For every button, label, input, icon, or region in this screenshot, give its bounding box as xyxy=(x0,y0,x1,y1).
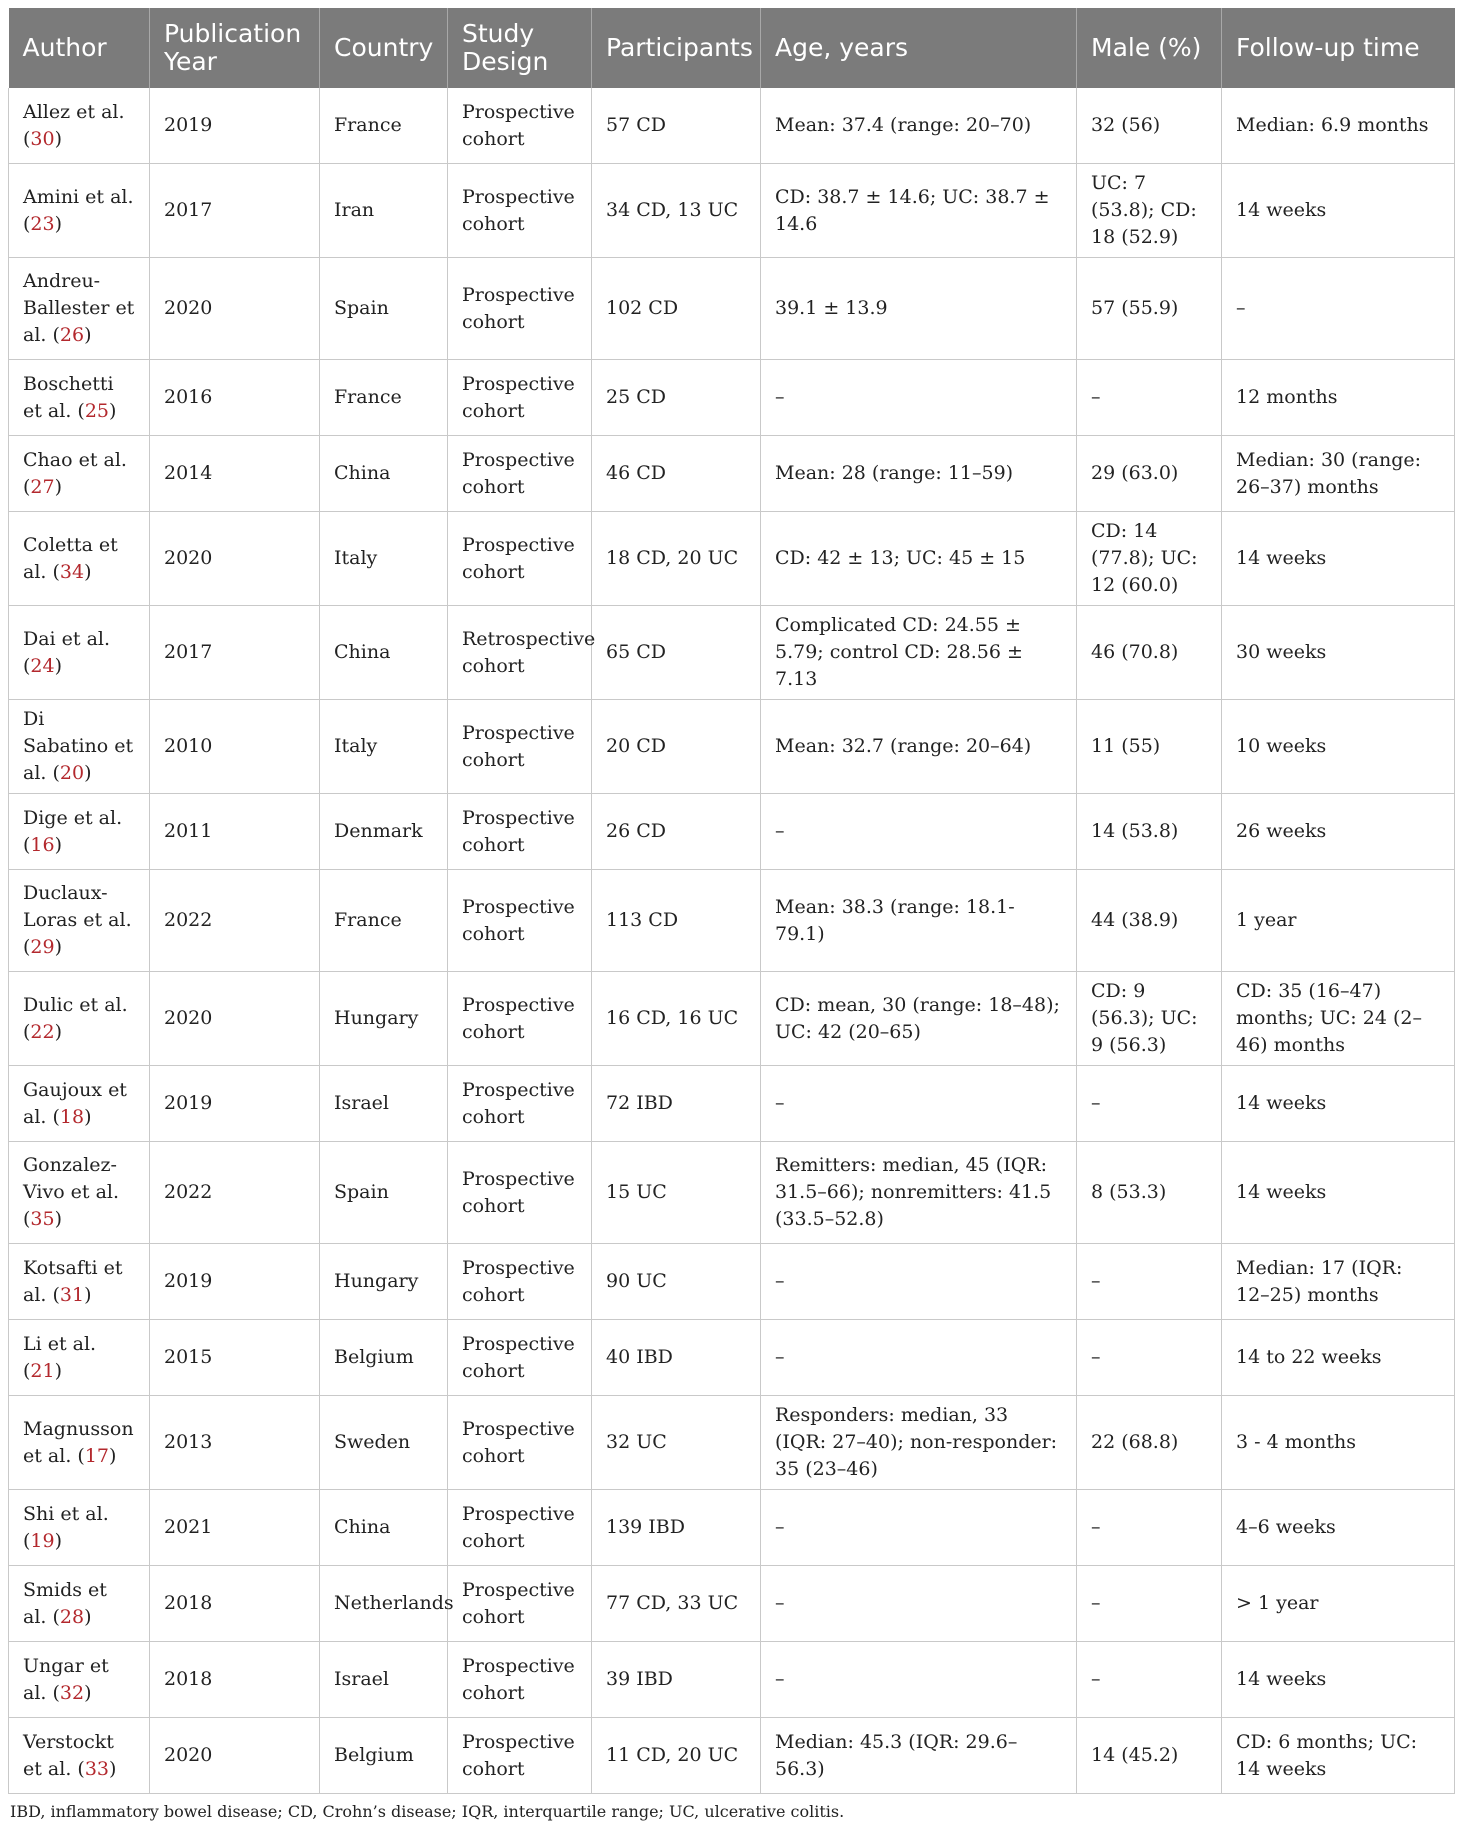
table-row xyxy=(9,436,1455,512)
table-container xyxy=(8,8,1454,1821)
cell-followup: CD: 6 months; UC: 14 weeks xyxy=(1222,1718,1455,1794)
cell-age: 39.1 ± 13.9 xyxy=(761,258,1077,360)
cell-followup: 30 weeks xyxy=(1222,606,1455,700)
cell-participants: 11 CD, 20 UC xyxy=(592,1718,761,1794)
cell-male: CD: 9 (56.3); UC: 9 (56.3) xyxy=(1077,972,1222,1066)
cell-followup: 12 months xyxy=(1222,360,1455,436)
cell-design: Prospective cohort xyxy=(448,1642,592,1718)
cell-followup: 14 to 22 weeks xyxy=(1222,1320,1455,1396)
cell-male: – xyxy=(1077,1244,1222,1320)
cell-year: 2020 xyxy=(150,512,320,606)
reference-link[interactable]: 35 xyxy=(30,1208,55,1230)
author-name: Shi et al. xyxy=(23,1502,109,1525)
cell-male: 8 (53.3) xyxy=(1077,1142,1222,1244)
cell-followup: 1 year xyxy=(1222,870,1455,972)
cell-participants: 32 UC xyxy=(592,1396,761,1490)
cell-design: Prospective cohort xyxy=(448,700,592,794)
cell-participants: 65 CD xyxy=(592,606,761,700)
reference-link[interactable]: 20 xyxy=(59,762,85,784)
cell-participants: 57 CD xyxy=(592,88,761,164)
cell-design: Prospective cohort xyxy=(448,870,592,972)
table-row xyxy=(9,794,1455,870)
cell-year: 2020 xyxy=(150,972,320,1066)
reference-link[interactable]: 26 xyxy=(59,324,85,346)
author-name: Gaujoux et al. xyxy=(23,1078,127,1128)
author-name: Magnusson et al. xyxy=(23,1417,134,1467)
cell-male: 14 (53.8) xyxy=(1077,794,1222,870)
cell-country: Belgium xyxy=(320,1320,448,1396)
cell-participants: 90 UC xyxy=(592,1244,761,1320)
cell-participants: 72 IBD xyxy=(592,1066,761,1142)
cell-country: Israel xyxy=(320,1066,448,1142)
cell-age: – xyxy=(761,1320,1077,1396)
cell-author: Magnusson et al. (17) xyxy=(9,1396,150,1490)
cell-participants: 102 CD xyxy=(592,258,761,360)
cell-country: France xyxy=(320,360,448,436)
cell-year: 2010 xyxy=(150,700,320,794)
cell-design: Prospective cohort xyxy=(448,1066,592,1142)
cell-age: – xyxy=(761,1066,1077,1142)
cell-male: UC: 7 (53.8); CD: 18 (52.9) xyxy=(1077,164,1222,258)
cell-year: 2018 xyxy=(150,1566,320,1642)
cell-followup: 14 weeks xyxy=(1222,1066,1455,1142)
cell-year: 2015 xyxy=(150,1320,320,1396)
cell-male: 44 (38.9) xyxy=(1077,870,1222,972)
reference-link[interactable]: 23 xyxy=(30,212,55,235)
reference-link[interactable]: 22 xyxy=(30,1020,55,1043)
cell-age: Remitters: median, 45 (IQR: 31.5–66); nonremitters: 41.5 (33.5–52.8) xyxy=(761,1142,1077,1244)
cell-male: CD: 14 (77.8); UC: 12 (60.0) xyxy=(1077,512,1222,606)
cell-country: Israel xyxy=(320,1642,448,1718)
cell-age: – xyxy=(761,1244,1077,1320)
header-publication-year: Publication Year xyxy=(150,8,320,88)
cell-followup: 3 - 4 months xyxy=(1222,1396,1455,1490)
cell-design: Prospective cohort xyxy=(448,88,592,164)
cell-author: Verstockt et al. (33) xyxy=(9,1718,150,1794)
cell-participants: 25 CD xyxy=(592,360,761,436)
table-row xyxy=(9,1396,1455,1490)
cell-male: – xyxy=(1077,360,1222,436)
cell-male: 11 (55) xyxy=(1077,700,1222,794)
reference-link[interactable]: 31 xyxy=(59,1283,85,1306)
author-name: Kotsafti et al. xyxy=(23,1256,123,1306)
author-name: Dai et al. xyxy=(23,627,111,650)
cell-year: 2013 xyxy=(150,1396,320,1490)
cell-country: Italy xyxy=(320,700,448,794)
header-study-design: Study Design xyxy=(448,8,592,88)
table-row xyxy=(9,870,1455,972)
cell-author: Di Sabatino et al. (20) xyxy=(9,700,150,794)
cell-year: 2020 xyxy=(150,258,320,360)
author-name: Li et al. xyxy=(23,1332,97,1355)
author-name: Verstockt et al. xyxy=(23,1730,114,1780)
cell-design: Prospective cohort xyxy=(448,512,592,606)
cell-participants: 46 CD xyxy=(592,436,761,512)
cell-male: – xyxy=(1077,1642,1222,1718)
cell-design: Prospective cohort xyxy=(448,1320,592,1396)
author-name: Andreu-Ballester et al. xyxy=(23,270,135,346)
table-row xyxy=(9,1566,1455,1642)
author-name: Chao et al. xyxy=(23,448,127,471)
table-row xyxy=(9,1320,1455,1396)
cell-male: – xyxy=(1077,1066,1222,1142)
cell-male: 46 (70.8) xyxy=(1077,606,1222,700)
cell-participants: 26 CD xyxy=(592,794,761,870)
author-name: Coletta et al. xyxy=(23,533,118,583)
cell-age: – xyxy=(761,1490,1077,1566)
cell-country: Denmark xyxy=(320,794,448,870)
reference-link[interactable]: 28 xyxy=(59,1605,85,1628)
cell-design: Prospective cohort xyxy=(448,1490,592,1566)
author-name: Amini et al. xyxy=(23,185,134,208)
author-name: Ungar et al. xyxy=(23,1654,109,1704)
cell-design: Prospective cohort xyxy=(448,1718,592,1794)
reference-link[interactable]: 34 xyxy=(59,560,85,583)
reference-link[interactable]: 32 xyxy=(59,1681,85,1704)
reference-link[interactable]: 19 xyxy=(30,1529,55,1552)
cell-male: 32 (56) xyxy=(1077,88,1222,164)
reference-link[interactable]: 24 xyxy=(30,654,55,677)
cell-followup: – xyxy=(1222,258,1455,360)
header-author: Author xyxy=(9,8,150,88)
cell-author: Andreu-Ballester et al. (26) xyxy=(9,258,150,360)
header-row xyxy=(9,8,1455,88)
header-country: Country xyxy=(320,8,448,88)
cell-year: 2014 xyxy=(150,436,320,512)
cell-country: France xyxy=(320,870,448,972)
cell-year: 2019 xyxy=(150,88,320,164)
cell-country: France xyxy=(320,88,448,164)
cell-followup: > 1 year xyxy=(1222,1566,1455,1642)
cell-author: Smids et al. (28) xyxy=(9,1566,150,1642)
cell-author: Duclaux-Loras et al. (29) xyxy=(9,870,150,972)
cell-followup: 10 weeks xyxy=(1222,700,1455,794)
cell-year: 2011 xyxy=(150,794,320,870)
cell-age: – xyxy=(761,794,1077,870)
cell-year: 2020 xyxy=(150,1718,320,1794)
cell-male: – xyxy=(1077,1320,1222,1396)
reference-link[interactable]: 30 xyxy=(30,127,55,150)
cell-year: 2021 xyxy=(150,1490,320,1566)
cell-author: Allez et al. (30) xyxy=(9,88,150,164)
cell-country: Belgium xyxy=(320,1718,448,1794)
cell-followup: 14 weeks xyxy=(1222,164,1455,258)
reference-link[interactable]: 18 xyxy=(59,1105,85,1128)
author-name: Allez et al. xyxy=(23,100,125,123)
cell-age: Mean: 37.4 (range: 20–70) xyxy=(761,88,1077,164)
cell-followup: 14 weeks xyxy=(1222,1142,1455,1244)
cell-country: Spain xyxy=(320,258,448,360)
cell-age: – xyxy=(761,360,1077,436)
cell-age: Median: 45.3 (IQR: 29.6–56.3) xyxy=(761,1718,1077,1794)
cell-design: Prospective cohort xyxy=(448,258,592,360)
cell-country: China xyxy=(320,436,448,512)
cell-followup: Median: 30 (range: 26–37) months xyxy=(1222,436,1455,512)
author-name: Dulic et al. xyxy=(23,993,128,1016)
table-row xyxy=(9,88,1455,164)
cell-year: 2017 xyxy=(150,606,320,700)
cell-author: Kotsafti et al. (31) xyxy=(9,1244,150,1320)
cell-year: 2016 xyxy=(150,360,320,436)
table-row xyxy=(9,700,1455,794)
author-name: Duclaux-Loras et al. xyxy=(23,882,132,931)
cell-age: Complicated CD: 24.55 ± 5.79; control CD: 28.56 ± 7.13 xyxy=(761,606,1077,700)
header-follow-up: Follow-up time xyxy=(1222,8,1455,88)
cell-author: Dulic et al. (22) xyxy=(9,972,150,1066)
cell-male: 14 (45.2) xyxy=(1077,1718,1222,1794)
reference-link[interactable]: 33 xyxy=(84,1757,110,1780)
cell-country: Sweden xyxy=(320,1396,448,1490)
cell-design: Prospective cohort xyxy=(448,972,592,1066)
cell-country: Italy xyxy=(320,512,448,606)
cell-male: 57 (55.9) xyxy=(1077,258,1222,360)
table-row xyxy=(9,1490,1455,1566)
author-name: Dige et al. xyxy=(23,806,123,829)
cell-followup: Median: 17 (IQR: 12–25) months xyxy=(1222,1244,1455,1320)
study-table xyxy=(8,8,1455,1794)
cell-year: 2022 xyxy=(150,870,320,972)
cell-design: Prospective cohort xyxy=(448,436,592,512)
author-name: Di Sabatino et al. xyxy=(23,708,134,784)
cell-year: 2022 xyxy=(150,1142,320,1244)
cell-age: – xyxy=(761,1642,1077,1718)
cell-country: China xyxy=(320,606,448,700)
cell-age: Mean: 32.7 (range: 20–64) xyxy=(761,700,1077,794)
cell-year: 2019 xyxy=(150,1066,320,1142)
table-row xyxy=(9,360,1455,436)
cell-country: Hungary xyxy=(320,1244,448,1320)
author-name: Smids et al. xyxy=(23,1578,107,1628)
cell-author: Boschetti et al. (25) xyxy=(9,360,150,436)
cell-participants: 15 UC xyxy=(592,1142,761,1244)
cell-followup: 26 weeks xyxy=(1222,794,1455,870)
table-row xyxy=(9,1244,1455,1320)
cell-age: CD: mean, 30 (range: 18–48); UC: 42 (20–65) xyxy=(761,972,1077,1066)
cell-male: – xyxy=(1077,1566,1222,1642)
cell-male: – xyxy=(1077,1490,1222,1566)
cell-age: Mean: 28 (range: 11–59) xyxy=(761,436,1077,512)
cell-participants: 18 CD, 20 UC xyxy=(592,512,761,606)
reference-link[interactable]: 27 xyxy=(30,475,55,498)
reference-link[interactable]: 16 xyxy=(30,833,55,856)
cell-author: Ungar et al. (32) xyxy=(9,1642,150,1718)
cell-author: Chao et al. (27) xyxy=(9,436,150,512)
cell-age: Responders: median, 33 (IQR: 27–40); non-responder: 35 (23–46) xyxy=(761,1396,1077,1490)
cell-author: Li et al. (21) xyxy=(9,1320,150,1396)
cell-country: Netherlands xyxy=(320,1566,448,1642)
cell-author: Coletta et al. (34) xyxy=(9,512,150,606)
cell-author: Amini et al. (23) xyxy=(9,164,150,258)
cell-age: – xyxy=(761,1566,1077,1642)
cell-country: China xyxy=(320,1490,448,1566)
cell-design: Prospective cohort xyxy=(448,794,592,870)
cell-author: Gaujoux et al. (18) xyxy=(9,1066,150,1142)
author-name: Boschetti et al. xyxy=(23,372,114,422)
cell-age: CD: 38.7 ± 14.6; UC: 38.7 ± 14.6 xyxy=(761,164,1077,258)
cell-author: Dai et al. (24) xyxy=(9,606,150,700)
reference-link[interactable]: 17 xyxy=(84,1444,110,1467)
cell-male: 29 (63.0) xyxy=(1077,436,1222,512)
table-row xyxy=(9,606,1455,700)
table-row xyxy=(9,1142,1455,1244)
header-age: Age, years xyxy=(761,8,1077,88)
table-row xyxy=(9,164,1455,258)
cell-followup: 14 weeks xyxy=(1222,512,1455,606)
cell-design: Prospective cohort xyxy=(448,1244,592,1320)
cell-participants: 34 CD, 13 UC xyxy=(592,164,761,258)
table-row xyxy=(9,1066,1455,1142)
cell-age: CD: 42 ± 13; UC: 45 ± 15 xyxy=(761,512,1077,606)
cell-design: Prospective cohort xyxy=(448,1566,592,1642)
cell-country: Spain xyxy=(320,1142,448,1244)
cell-design: Prospective cohort xyxy=(448,1142,592,1244)
cell-participants: 77 CD, 33 UC xyxy=(592,1566,761,1642)
cell-author: Dige et al. (16) xyxy=(9,794,150,870)
cell-design: Retrospective cohort xyxy=(448,606,592,700)
cell-followup: 4–6 weeks xyxy=(1222,1490,1455,1566)
table-row xyxy=(9,972,1455,1066)
header-participants: Participants xyxy=(592,8,761,88)
cell-followup: 14 weeks xyxy=(1222,1642,1455,1718)
cell-country: Hungary xyxy=(320,972,448,1066)
cell-participants: 16 CD, 16 UC xyxy=(592,972,761,1066)
reference-link[interactable]: 29 xyxy=(30,936,55,958)
author-name: Gonzalez-Vivo et al. xyxy=(23,1154,120,1203)
reference-link[interactable]: 21 xyxy=(30,1359,55,1382)
cell-design: Prospective cohort xyxy=(448,360,592,436)
reference-link[interactable]: 25 xyxy=(84,399,110,422)
cell-male: 22 (68.8) xyxy=(1077,1396,1222,1490)
cell-country: Iran xyxy=(320,164,448,258)
cell-design: Prospective cohort xyxy=(448,164,592,258)
cell-author: Shi et al. (19) xyxy=(9,1490,150,1566)
cell-author: Gonzalez-Vivo et al. (35) xyxy=(9,1142,150,1244)
cell-year: 2018 xyxy=(150,1642,320,1718)
cell-age: Mean: 38.3 (range: 18.1-79.1) xyxy=(761,870,1077,972)
table-footnote: IBD, inflammatory bowel disease; CD, Crohn’s disease; IQR, interquartile range; UC, ulcerative colitis. xyxy=(10,1802,845,1821)
cell-design: Prospective cohort xyxy=(448,1396,592,1490)
cell-participants: 40 IBD xyxy=(592,1320,761,1396)
table-row xyxy=(9,512,1455,606)
cell-year: 2017 xyxy=(150,164,320,258)
cell-followup: CD: 35 (16–47) months; UC: 24 (2–46) months xyxy=(1222,972,1455,1066)
cell-participants: 139 IBD xyxy=(592,1490,761,1566)
table-body xyxy=(9,88,1455,1794)
cell-participants: 113 CD xyxy=(592,870,761,972)
table-row xyxy=(9,1642,1455,1718)
cell-year: 2019 xyxy=(150,1244,320,1320)
cell-participants: 20 CD xyxy=(592,700,761,794)
table-row xyxy=(9,258,1455,360)
cell-followup: Median: 6.9 months xyxy=(1222,88,1455,164)
cell-participants: 39 IBD xyxy=(592,1642,761,1718)
header-male: Male (%) xyxy=(1077,8,1222,88)
